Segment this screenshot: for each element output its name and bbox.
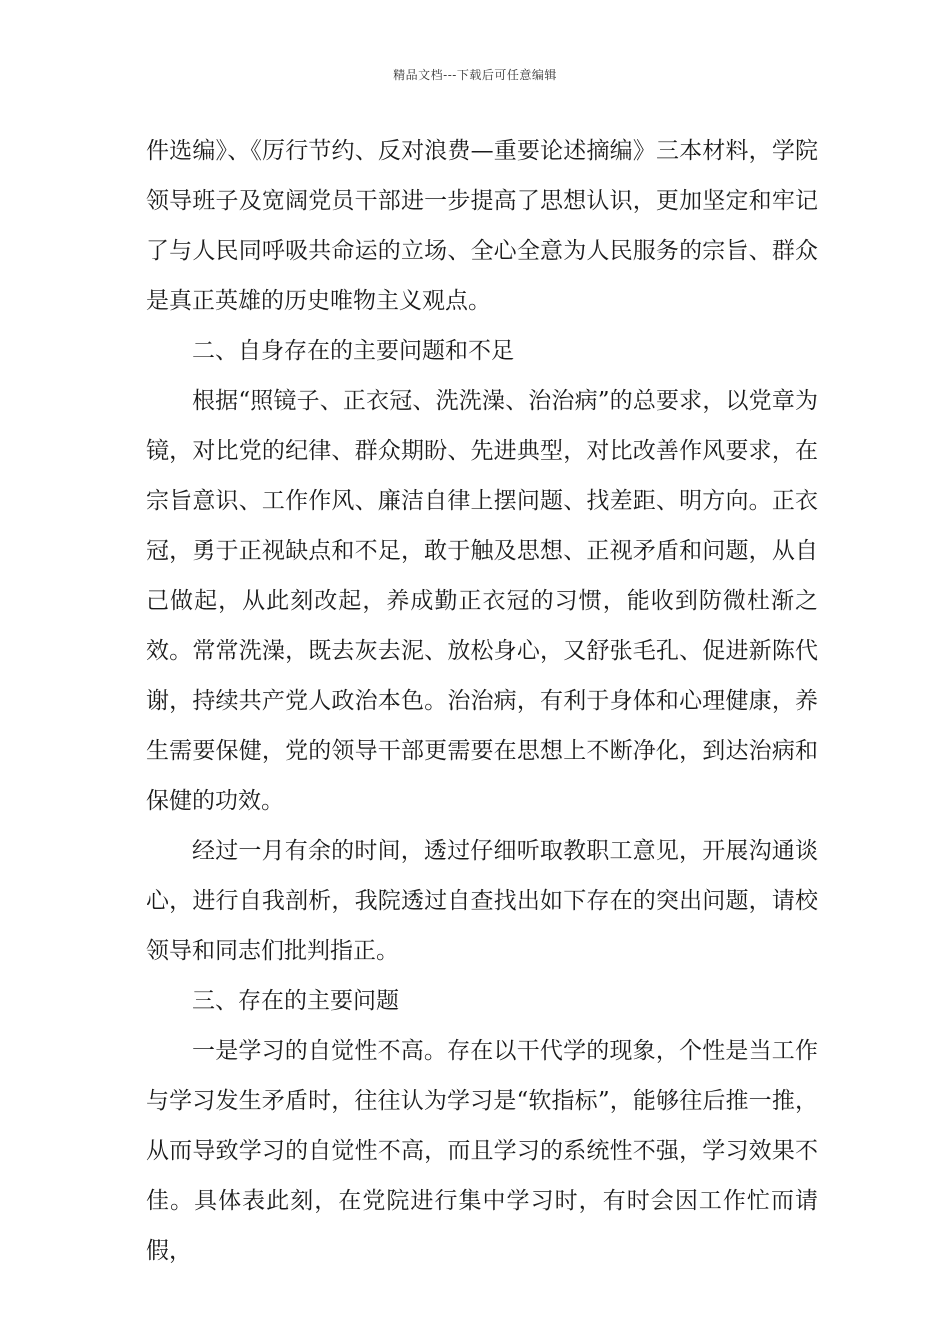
section-heading-2: 二、自身存在的主要问题和不足 [192, 338, 514, 364]
paragraph-continuation: 件选编》、《厉行节约、反对浪费—重要论述摘编》三本材料，学院领导班子及宽阔党员干部进一步提高了思想认识，更加坚定和牢记了与人民同呼吸共命运的立场、全心全意为人民服务的宗旨、群众是真正英雄的历史唯物主义观点。 [146, 138, 818, 314]
section-heading-3: 三、存在的主要问题 [192, 988, 399, 1014]
document-body [146, 126, 818, 1276]
paragraph: 一是学习的自觉性不高。存在以干代学的现象，个性是当工作与学习发生矛盾时，往往认为学习是“软指标”，能够往后推一推，从而导致学习的自觉性不高，而且学习的系统性不强，学习效果不佳。具体表此刻，在党院进行集中学习时，有时会因工作忙而请假， [146, 1038, 818, 1264]
page-header: 精品文档---下载后可任意编辑 [393, 68, 557, 82]
paragraph: 根据“照镜子、正衣冠、洗洗澡、治治病”的总要求，以党章为镜，对比党的纪律、群众期盼、先进典型，对比改善作风要求，在宗旨意识、工作作风、廉洁自律上摆问题、找差距、明方向。正衣冠，勇于正视缺点和不足，敢于触及思想、正视矛盾和问题，从自己做起，从此刻改起，养成勤正衣冠的习惯，能收到防微杜渐之效。常常洗澡，既去灰去泥、放松身心，又舒张毛孔、促进新陈代谢，持续共产党人政治本色。治治病，有利于身体和心理健康，养生需要保健，党的领导干部更需要在思想上不断净化，到达治病和保健的功效。 [146, 388, 818, 814]
paragraph: 经过一月有余的时间，透过仔细听取教职工意见，开展沟通谈心，进行自我剖析，我院透过自查找出如下存在的突出问题，请校领导和同志们批判指正。 [146, 838, 818, 964]
